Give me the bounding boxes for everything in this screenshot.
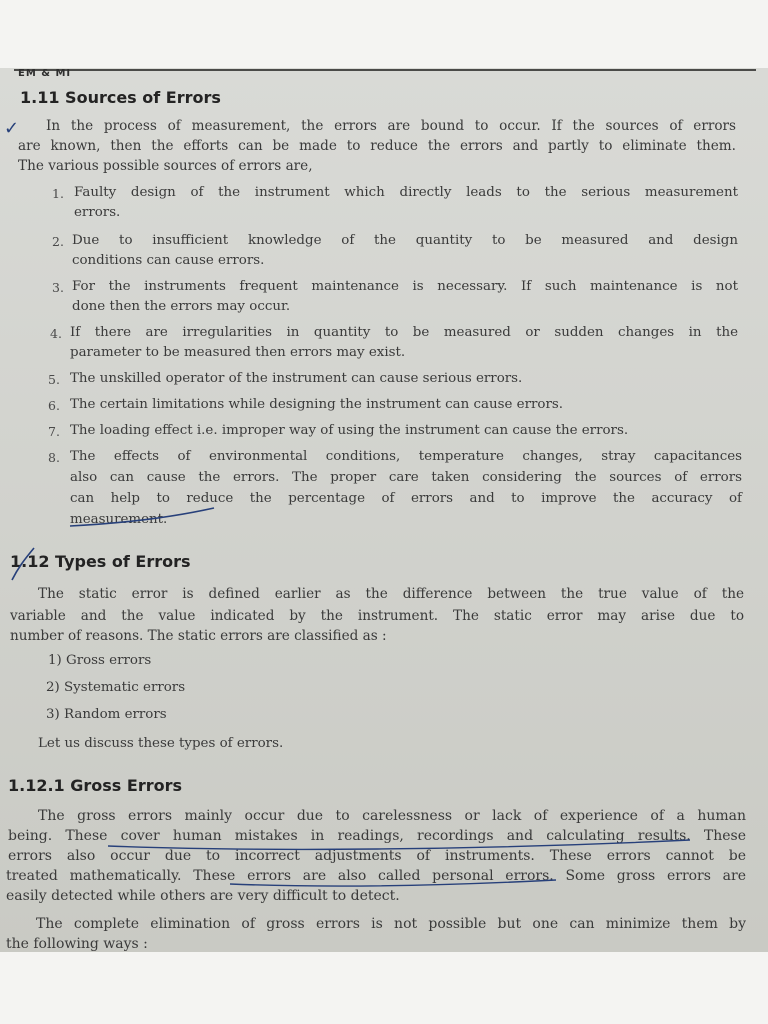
list-number: 7.: [48, 424, 60, 439]
list-item-4-line-1: If there are irregularities in quantity to be measured or sudden changes in the: [70, 325, 738, 340]
gross-para1-line-5: easily detected while others are very difficult to detect.: [6, 888, 400, 904]
list-number: 3.: [52, 280, 64, 295]
list-item-7: The loading effect i.e. improper way of using the instrument can cause the errors.: [70, 423, 629, 438]
textbook-page: [0, 68, 768, 952]
list-item-5: The unskilled operator of the instrument can cause serious errors.: [70, 371, 523, 386]
types-intro-line-1: The static error is defined earlier as the difference between the true value of the: [38, 586, 744, 602]
list-number: 8.: [48, 450, 60, 465]
gross-para1-line-4: treated mathematically. These errors are also called personal errors. Some gross errors are: [6, 868, 746, 884]
gross-para2-line-2: the following ways :: [6, 936, 148, 952]
list-number: 6.: [48, 398, 60, 413]
heading-1-12: 1.12 Types of Errors: [10, 552, 191, 571]
list-number: 4.: [50, 326, 62, 341]
gross-para1-line-1: The gross errors mainly occur due to carelessness or lack of experience of a human: [38, 808, 746, 824]
checkmark-icon: ✓: [4, 118, 20, 139]
top-rule: [14, 69, 756, 71]
list-item-4-line-2: parameter to be measured then errors may exist.: [70, 345, 406, 360]
list-item-1-line-1: Faulty design of the instrument which directly leads to the serious measurement: [74, 185, 738, 200]
list-number: 1.: [52, 186, 64, 201]
list-item-1-line-2: errors.: [74, 205, 121, 220]
error-type-systematic: 2) Systematic errors: [46, 680, 186, 695]
intro-line-1: In the process of measurement, the errors are bound to occur. If the sources of errors: [46, 118, 736, 134]
list-item-8-line-4: measurement.: [70, 512, 168, 527]
intro-line-3: The various possible sources of errors are,: [18, 158, 313, 174]
gross-para1-line-2: being. These cover human mistakes in readings, recordings and calculating results. These: [8, 828, 746, 844]
list-item-3-line-1: For the instruments frequent maintenance is necessary. If such maintenance is not: [72, 279, 738, 294]
list-number: 2.: [52, 234, 64, 249]
error-type-gross: 1) Gross errors: [48, 653, 152, 668]
types-intro-line-2: variable and the value indicated by the instrument. The static error may arise due to: [10, 608, 744, 624]
gross-para1-line-3: errors also occur due to incorrect adjustments of instruments. These errors cannot be: [8, 848, 746, 864]
list-item-8-line-2: also can cause the errors. The proper care taken considering the sources of errors: [70, 470, 742, 485]
heading-1-11: 1.11 Sources of Errors: [20, 88, 221, 107]
heading-1-12-1: 1.12.1 Gross Errors: [8, 776, 183, 795]
list-item-8-line-3: can help to reduce the percentage of errors and to improve the accuracy of: [70, 491, 742, 506]
running-head: EM & MI: [18, 68, 72, 79]
gross-para2-line-1: The complete elimination of gross errors is not possible but one can minimize them by: [36, 916, 746, 932]
types-closing: Let us discuss these types of errors.: [38, 736, 284, 751]
list-item-2-line-1: Due to insufficient knowledge of the quantity to be measured and design: [72, 233, 738, 248]
error-type-random: 3) Random errors: [46, 707, 167, 722]
list-number: 5.: [48, 372, 60, 387]
list-item-6: The certain limitations while designing the instrument can cause errors.: [70, 397, 563, 412]
list-item-2-line-2: conditions can cause errors.: [72, 253, 265, 268]
list-item-8-line-1: The effects of environmental conditions, temperature changes, stray capacitances: [70, 449, 742, 464]
types-intro-line-3: number of reasons. The static errors are classified as :: [10, 628, 387, 644]
intro-line-2: are known, then the efforts can be made to reduce the errors and partly to eliminate them.: [18, 138, 736, 154]
list-item-3-line-2: done then the errors may occur.: [72, 299, 291, 314]
